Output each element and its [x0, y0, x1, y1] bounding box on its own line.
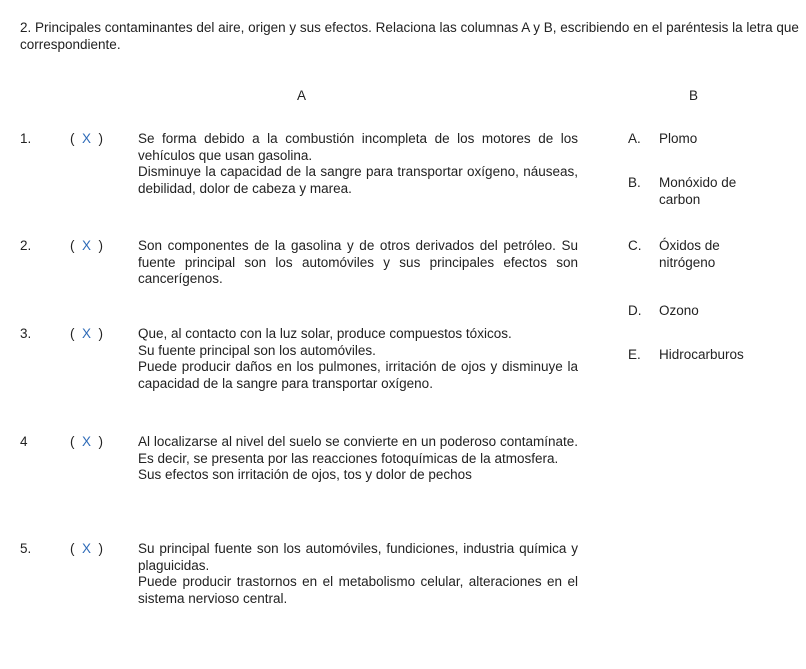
option-label: Hidrocarburos — [659, 347, 744, 362]
question-line: Su fuente principal son los automóviles. — [138, 342, 376, 358]
question-line: Puede producir daños en los pulmones, irritación de ojos y disminuye la capacidad de la sangre para transportar oxígeno. — [138, 359, 578, 391]
answer-parenthesis[interactable]: ( X ) — [70, 434, 104, 449]
question-text — [138, 238, 578, 288]
option-letter: A. — [628, 131, 641, 146]
answer-parenthesis[interactable]: ( X ) — [70, 238, 104, 253]
option-letter: B. — [628, 175, 641, 190]
option-label: Óxidos de nitrógeno — [659, 238, 720, 270]
column-a-title: A — [297, 88, 307, 103]
answer-mark: X — [82, 434, 92, 449]
question-line: Son componentes de la gasolina y de otros derivados del petróleo. Su fuente principal son los automóviles y sus principales efectos son cancerígenos. — [138, 238, 578, 286]
question-line: Disminuye la capacidad de la sangre para transportar oxígeno, náuseas, debilidad, dolor de cabeza y marea. — [138, 164, 578, 196]
question-line: Su principal fuente son los automóviles, fundiciones, industria química y plaguicidas. — [138, 541, 578, 573]
answer-mark: X — [82, 131, 92, 146]
question-number: 3. — [20, 326, 32, 341]
question-line: Sus efectos son irritación de ojos, tos y dolor de pechos — [138, 467, 472, 482]
question-number: 5. — [20, 541, 32, 556]
question-line: Puede producir trastornos en el metabolismo celular, alteraciones en el sistema nervioso central. — [138, 574, 578, 606]
option-letter: D. — [628, 303, 642, 318]
answer-parenthesis[interactable]: ( X ) — [70, 131, 104, 146]
question-line: Que, al contacto con la luz solar, produce compuestos tóxicos. — [138, 326, 512, 341]
column-b-title: B — [689, 88, 699, 103]
option-label: Monóxido de carbon — [659, 175, 737, 207]
answer-mark: X — [82, 541, 92, 556]
option-letter: E. — [628, 347, 641, 362]
answer-parenthesis[interactable]: ( X ) — [70, 541, 104, 556]
question-text — [138, 541, 578, 607]
option-label: Plomo — [659, 131, 698, 146]
question-line: Al localizarse al nivel del suelo se convierte en un poderoso contamínate. Es decir, se presenta por las reacciones fotoquímicas de la atmosfera. — [138, 434, 578, 466]
question-text — [138, 326, 578, 392]
question-text — [138, 131, 578, 197]
question-number: 4 — [20, 434, 28, 449]
instructions-text: 2. Principales contaminantes del aire, origen y sus efectos. Relaciona las columnas A y B, escribiendo en el paréntesis la letra que correspondiente. — [20, 20, 799, 52]
question-text — [138, 434, 578, 484]
option-label: Ozono — [659, 303, 699, 318]
option-letter: C. — [628, 238, 642, 253]
answer-parenthesis[interactable]: ( X ) — [70, 326, 104, 341]
question-number: 2. — [20, 238, 32, 253]
question-line: Se forma debido a la combustión incompleta de los motores de los vehículos que usan gasolina. — [138, 131, 578, 163]
answer-mark: X — [82, 326, 92, 341]
answer-mark: X — [82, 238, 92, 253]
question-number: 1. — [20, 131, 32, 146]
